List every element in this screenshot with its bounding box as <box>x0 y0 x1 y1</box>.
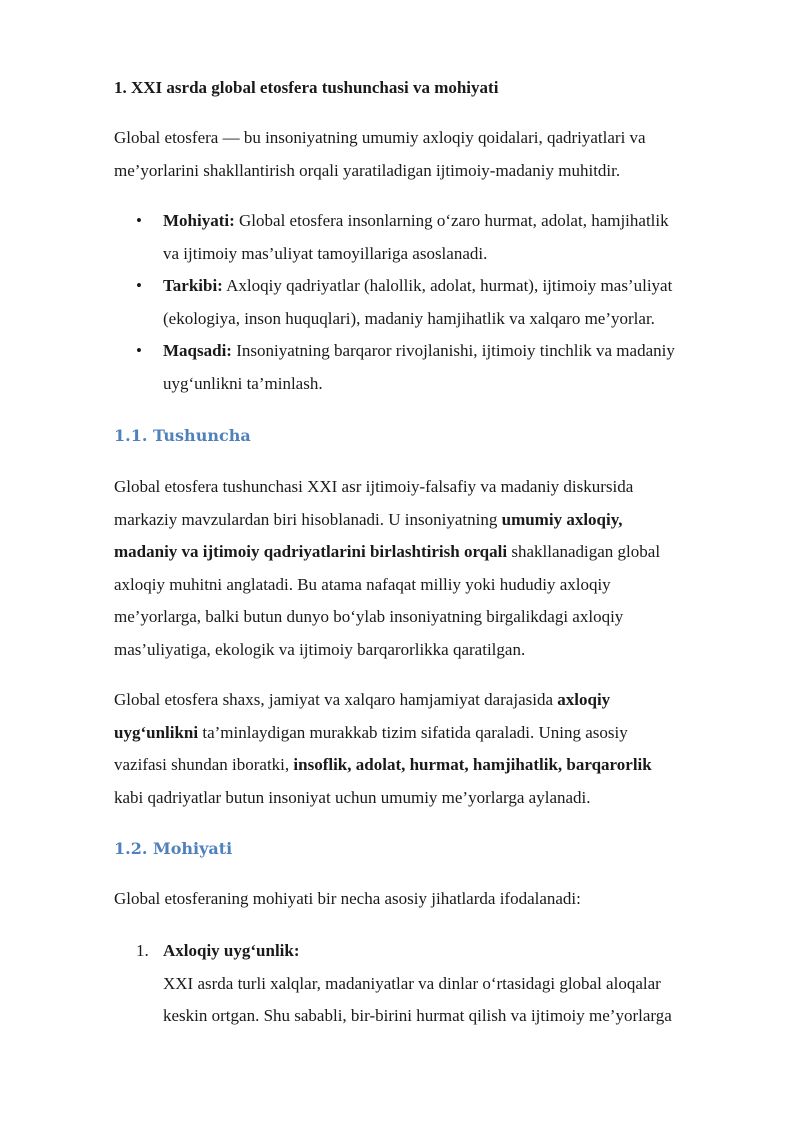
bullet-item-mohiyati <box>114 205 734 270</box>
bullet-marker: • <box>136 276 142 295</box>
tushuncha-paragraph-2 <box>114 684 734 814</box>
paragraph-line: kabi qadriyatlar butun insoniyat uchun umumiy me’yorlarga aylanadi. <box>114 787 591 807</box>
bullet-text: Insoniyatning barqaror rivojlanishi, ijtimoiy tinchlik va madaniy <box>231 341 675 360</box>
item-text: XXI asrda turli xalqlar, madaniyatlar va dinlar o‘rtasidagi global aloqalar <box>163 973 661 993</box>
tushuncha-paragraph-1 <box>114 471 734 666</box>
bullet-term: Maqsadi: <box>163 341 232 360</box>
paragraph-text: markaziy mavzulardan biri hisoblanadi. U insoniyatning <box>114 509 502 529</box>
paragraph-line: mas’uliyatiga, ekologik va ijtimoiy barqarorlikka qaratilgan. <box>114 639 526 659</box>
paragraph-text: shakllanadigan global <box>507 542 661 561</box>
intro-paragraph <box>114 122 734 187</box>
bullet-text: va ijtimoiy mas’uliyat tamoyillariga asoslanadi. <box>163 243 488 263</box>
paragraph-text: Global etosfera shaxs, jamiyat va xalqaro hamjamiyat darajasida <box>114 690 558 709</box>
paragraph-text: vazifasi shundan iboratki, <box>114 755 294 774</box>
bullet-text: Global etosfera insonlarning o‘zaro hurmat, adolat, hamjihatlik <box>234 211 669 230</box>
paragraph-line: axloqiy muhitni anglatadi. Bu atama nafaqat milliy yoki hududiy axloqiy <box>114 574 611 594</box>
numbered-item-axloqiy-uygunlik <box>114 935 734 1033</box>
bullet-text: uyg‘unlikni ta’minlash. <box>163 373 323 393</box>
paragraph-text: ta’minlaydigan murakkab tizim sifatida qaraladi. Uning asosiy <box>198 722 628 742</box>
mohiyati-numbered-list <box>114 935 734 1033</box>
subsection-heading-mohiyati: 1.2. Mohiyati <box>114 839 233 858</box>
intro-line-1: Global etosfera — bu insoniyatning umumiy axloqiy qoidalari, qadriyatlari va <box>114 128 646 147</box>
bullet-item-tarkibi <box>114 270 734 335</box>
mohiyati-intro <box>114 883 734 916</box>
paragraph-emphasis: madaniy va ijtimoiy qadriyatlarini birlashtirish orqali <box>114 542 508 561</box>
paragraph-emphasis: uyg‘unlikni <box>114 722 199 742</box>
paragraph-emphasis: axloqiy <box>557 690 611 709</box>
item-text: keskin ortgan. Shu sababli, bir-birini hurmat qilish va ijtimoiy me’yorlarga <box>163 1006 672 1025</box>
definition-bullet-list <box>114 205 734 400</box>
paragraph-line: Global etosferaning mohiyati bir necha asosiy jihatlarda ifodalanadi: <box>114 889 581 908</box>
number-marker: 1. <box>136 941 149 960</box>
paragraph-emphasis: insoflik, adolat, hurmat, hamjihatlik, barqarorlik <box>293 755 652 774</box>
subsection-heading-tushuncha: 1.1. Tushuncha <box>114 426 251 445</box>
intro-line-2: me’yorlarini shakllantirish orqali yaratiladigan ijtimoiy-madaniy muhitdir. <box>114 160 621 180</box>
bullet-term: Mohiyati: <box>163 211 235 230</box>
bullet-marker: • <box>136 211 142 230</box>
bullet-term: Tarkibi: <box>163 276 223 295</box>
paragraph-line: me’yorlarga, balki butun dunyo bo‘ylab insoniyatning birgalikdagi axloqiy <box>114 607 624 626</box>
section-heading-1: 1. XXI asrda global etosfera tushunchasi va mohiyati <box>114 78 499 97</box>
item-term: Axloqiy uyg‘unlik: <box>163 941 300 960</box>
bullet-item-maqsadi <box>114 335 734 400</box>
paragraph-emphasis: umumiy axloqiy, <box>501 509 623 529</box>
bullet-text: Axloqiy qadriyatlar (halollik, adolat, hurmat), ijtimoiy mas’uliyat <box>222 276 673 295</box>
bullet-marker: • <box>136 341 142 360</box>
paragraph-line: Global etosfera tushunchasi XXI asr ijtimoiy-falsafiy va madaniy diskursida <box>114 477 634 496</box>
bullet-text: (ekologiya, inson huquqlari), madaniy hamjihatlik va xalqaro me’yorlar. <box>163 308 655 328</box>
